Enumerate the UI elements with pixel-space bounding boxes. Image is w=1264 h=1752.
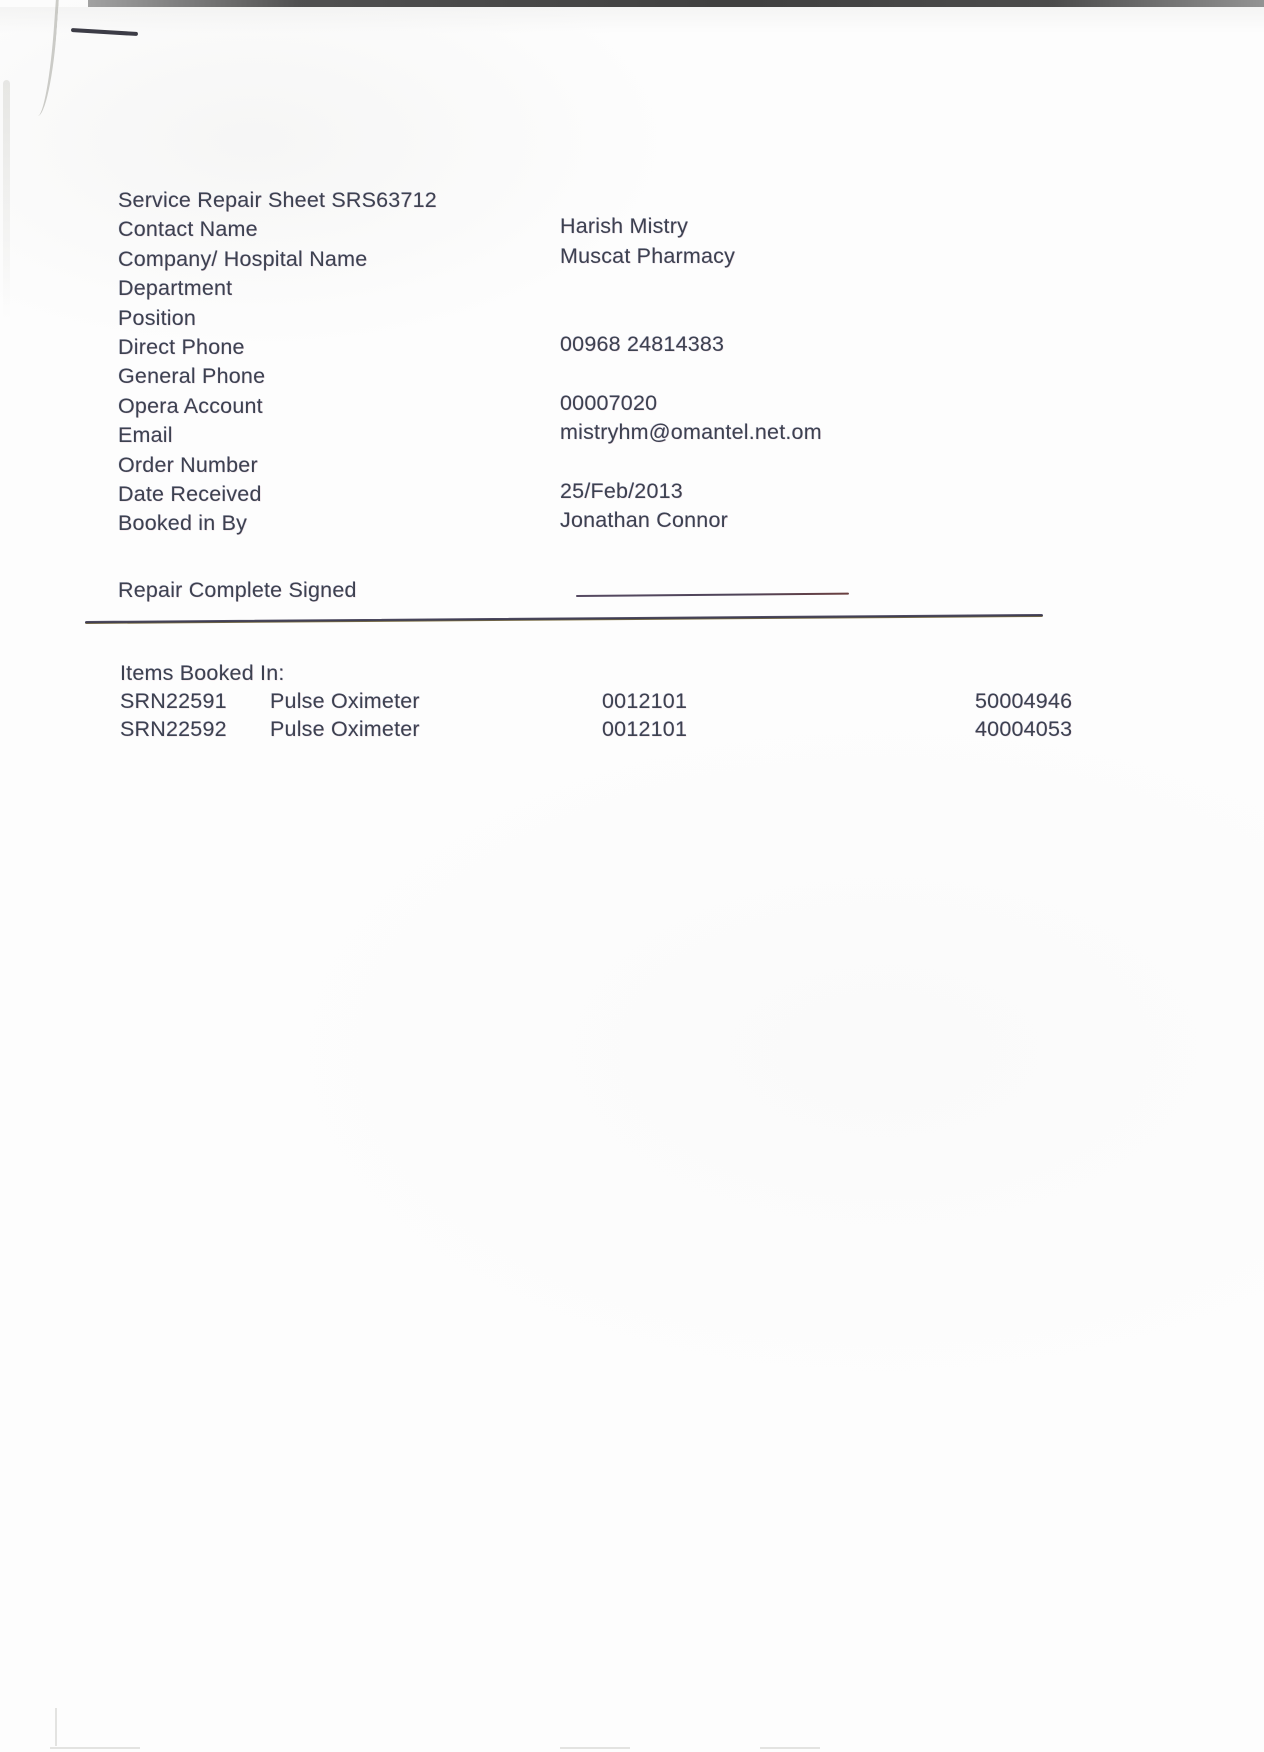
field-label: Booked in By bbox=[118, 511, 248, 536]
field-label: Position bbox=[118, 305, 197, 330]
field-value: Jonathan Connor bbox=[560, 508, 728, 533]
field-label: Opera Account bbox=[118, 393, 263, 418]
field-label: Direct Phone bbox=[118, 334, 245, 359]
item-product: Pulse Oximeter bbox=[270, 717, 420, 742]
field-row-email bbox=[118, 421, 822, 450]
field-label: Date Received bbox=[118, 481, 262, 506]
field-value: 00968 24814383 bbox=[560, 331, 725, 356]
field-label: Contact Name bbox=[118, 217, 258, 242]
field-label: Department bbox=[118, 276, 233, 301]
scan-left-edge-shadow bbox=[3, 80, 10, 320]
field-value: 00007020 bbox=[560, 390, 658, 415]
field-value: mistryhm@omantel.net.om bbox=[560, 420, 822, 445]
item-row bbox=[120, 687, 1072, 715]
document-title: Service Repair Sheet SRS63712 bbox=[118, 188, 437, 212]
field-label: Order Number bbox=[118, 452, 258, 477]
field-row-position bbox=[118, 304, 822, 333]
field-value: Muscat Pharmacy bbox=[560, 243, 736, 268]
scan-artifact bbox=[560, 1747, 630, 1749]
field-row-department bbox=[118, 274, 822, 303]
item-code: 0012101 bbox=[602, 689, 688, 714]
item-code: 0012101 bbox=[602, 717, 688, 742]
item-product: Pulse Oximeter bbox=[270, 689, 420, 714]
scan-artifact bbox=[760, 1747, 820, 1749]
title-row bbox=[118, 186, 822, 215]
item-row bbox=[120, 715, 1072, 743]
field-row-company-name bbox=[118, 245, 822, 274]
field-row-opera-account bbox=[118, 392, 822, 421]
item-serial: 40004053 bbox=[975, 717, 1073, 742]
scan-artifact bbox=[50, 1747, 140, 1749]
repair-complete-signed-label: Repair Complete Signed bbox=[118, 578, 357, 602]
scanner-edge-strip bbox=[88, 0, 1264, 7]
repair-sheet-header-block bbox=[118, 186, 822, 539]
field-row-order-number bbox=[118, 451, 822, 480]
field-value: Harish Mistry bbox=[560, 214, 689, 239]
item-srn: SRN22592 bbox=[120, 717, 227, 742]
scan-artifact bbox=[55, 1708, 57, 1746]
scanner-edge-shadow bbox=[0, 7, 1264, 33]
field-value: 25/Feb/2013 bbox=[560, 478, 683, 503]
signature-line bbox=[576, 593, 849, 598]
field-row-contact-name bbox=[118, 215, 822, 244]
item-srn: SRN22591 bbox=[120, 689, 227, 714]
field-row-general-phone bbox=[118, 362, 822, 391]
field-row-booked-in-by bbox=[118, 509, 822, 538]
field-label: General Phone bbox=[118, 364, 266, 389]
items-heading: Items Booked In: bbox=[120, 661, 285, 685]
section-divider bbox=[85, 614, 1043, 624]
items-booked-in-section bbox=[120, 659, 1072, 744]
field-label: Email bbox=[118, 423, 173, 448]
item-serial: 50004946 bbox=[975, 689, 1073, 714]
field-row-direct-phone bbox=[118, 333, 822, 362]
field-label: Company/ Hospital Name bbox=[118, 246, 368, 271]
field-row-date-received bbox=[118, 480, 822, 509]
